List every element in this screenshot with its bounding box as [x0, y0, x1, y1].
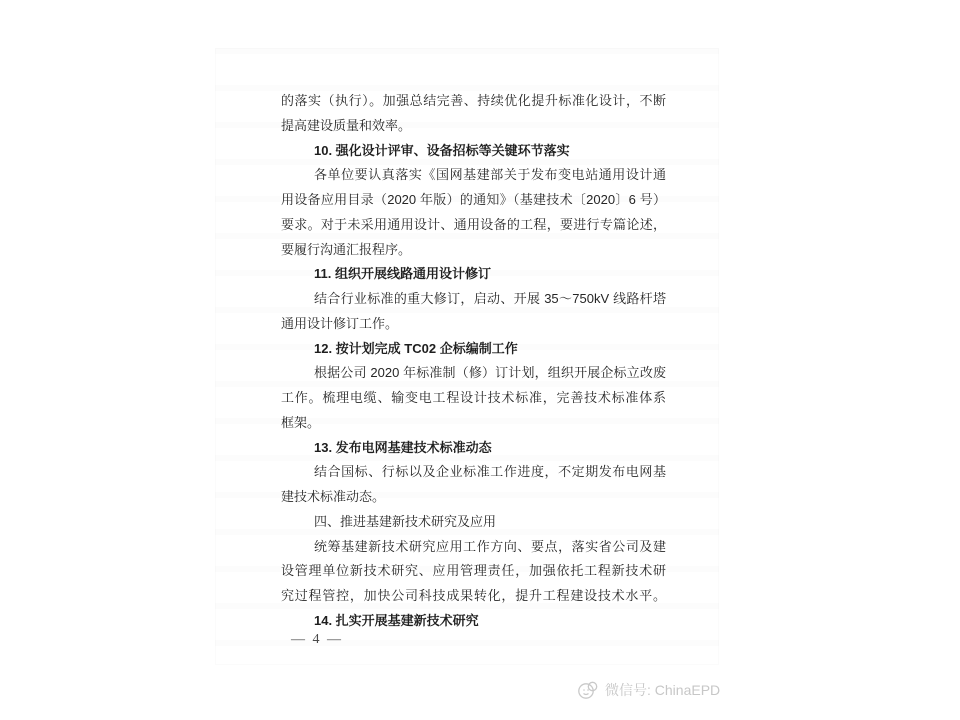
heading-line: 12. 按计划完成 TC02 企标编制工作	[314, 340, 518, 356]
text-line: 要履行沟通汇报程序。	[281, 241, 412, 257]
text-line: 用设备应用目录（2020 年版）的通知》（基建技术〔2020〕6 号）	[281, 192, 666, 207]
text-line: 设管理单位新技术研究、应用管理责任，加强依托工程新技术研	[281, 563, 666, 579]
scanned-page	[215, 48, 719, 665]
text-line: 统筹基建新技术研究应用工作方向、要点，落实省公司及建	[314, 538, 666, 554]
text-line: 建技术标准动态。	[281, 489, 386, 504]
heading-line: 11. 组织开展线路通用设计修订	[314, 266, 491, 282]
heading-line: 13. 发布电网基建技术标准动态	[314, 439, 492, 455]
heading-line: 14. 扎实开展基建新技术研究	[314, 612, 479, 628]
text-line: 框架。	[281, 414, 321, 430]
text-line: 通用设计修订工作。	[281, 315, 399, 331]
text-line: 结合国标、行标以及企业标准工作进度，不定期发布电网基	[314, 464, 666, 480]
watermark-text: 微信号: ChinaEPD	[605, 682, 721, 698]
text-line: 究过程管控，加快公司科技成果转化，提升工程建设技术水平。	[281, 588, 666, 603]
text-line: 结合行业标准的重大修订，启动、开展 35～750kV 线路杆塔	[314, 291, 666, 306]
document-text-block	[281, 89, 666, 634]
text-line: 工作。梳理电缆、输变电工程设计技术标准，完善技术标准体系	[281, 390, 666, 405]
heading-line: 10. 强化设计评审、设备招标等关键环节落实	[314, 142, 570, 158]
text-line: 的落实（执行）。加强总结完善、持续优化提升标准化设计，不断	[281, 93, 666, 108]
text-line: 四、推进基建新技术研究及应用	[314, 513, 497, 529]
wechat-mascot-icon	[576, 678, 600, 702]
text-line: 要求。对于未采用通用设计、通用设备的工程，要进行专篇论述，	[281, 216, 666, 232]
text-line: 提高建设质量和效率。	[281, 117, 412, 133]
text-line: 根据公司 2020 年标准制（修）订计划，组织开展企标立改废	[314, 365, 666, 381]
page-number: — 4 —	[291, 632, 343, 647]
watermark	[576, 677, 720, 703]
text-line: 各单位要认真落实《国网基建部关于发布变电站通用设计通	[314, 167, 666, 183]
